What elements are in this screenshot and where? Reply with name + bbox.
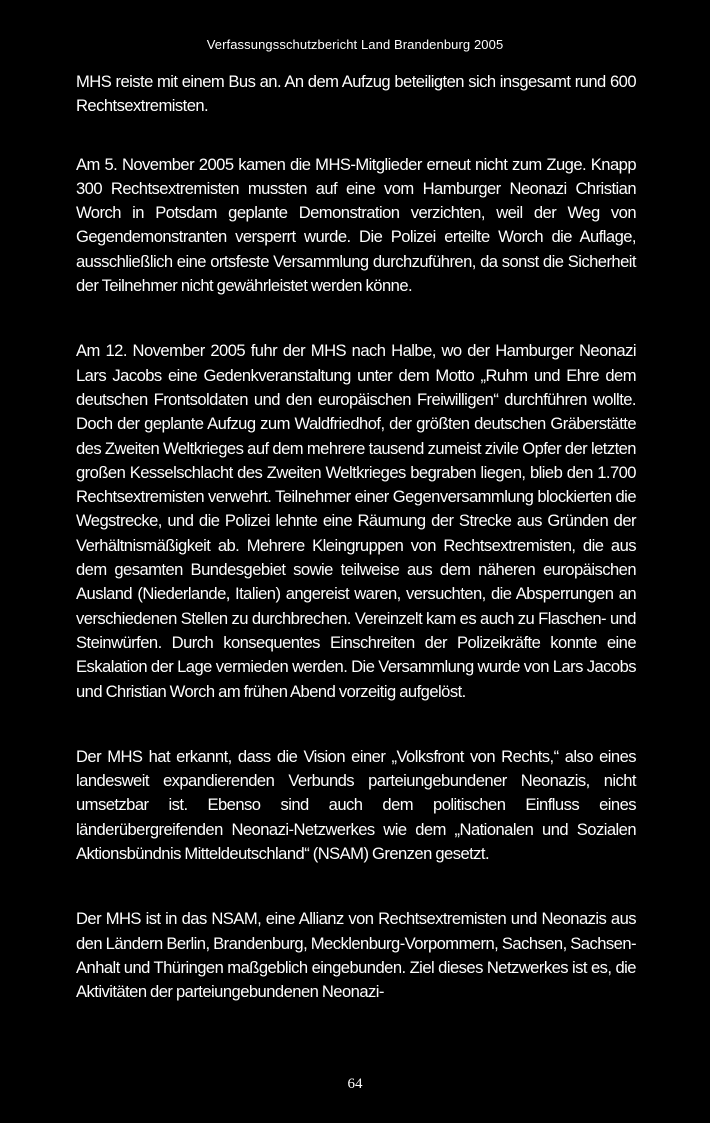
page-number: 64 [347, 1076, 363, 1092]
paragraph-nsam-network: Der MHS ist in das NSAM, eine Allianz von Rechtsextremisten und Neonazis aus den Ländern Berlin, Brandenburg, Mecklenburg-Vorpommern, Sachsen, Sachsen-Anhalt und Thüringen maßgeblich eingebunden. Ziel dieses Netzwerkes ist es, die Aktivitäten der parteiungebundenen Neonazi- [76, 909, 636, 1002]
paragraph-volksfront-vision: Der MHS hat erkannt, dass die Vision einer „Volksfront von Rechts,“ also eines landesweit expandierenden Verbunds parteiungebundener Neonazis, nicht umsetzbar ist. Ebenso sind auch dem politischen Einfluss eines länderübergreifenden Neonazi-Netzwerkes wie dem „Nationalen und Sozialen Aktionsbündnis Mitteldeutschland“ (NSAM) Grenzen gesetzt. [76, 746, 636, 864]
running-header: Verfassungsschutzbericht Land Brandenburg 2005 [206, 37, 504, 52]
paragraph-halbe-event: Am 12. November 2005 fuhr der MHS nach Halbe, wo der Hamburger Neonazi Lars Jacobs eine Gedenkveranstaltung unter dem Motto „Ruhm und Ehre dem deutschen Frontsoldaten und den europäischen Freiwilligen“ durchführen wollte. Doch der geplante Aufzug zum Waldfriedhof, der größten deutschen Gräberstätte des Zweiten Weltkrieges auf dem mehrere tausend zumeist zivile Opfer der letzten großen Kesselschlacht des Zweiten Weltkrieges begraben liegen, blieb den 1.700 Rechtsextremisten verwehrt. Teilnehmer einer Gegenversammlung blockierten die Wegstrecke, und die Polizei lehnte eine Räumung der Strecke aus Gründen der Verhältnismäßigkeit ab. Mehrere Kleingruppen von Rechtsextremisten, die aus dem gesamten Bundesgebiet sowie teilweise aus dem näheren europäischen Ausland (Niederlande, Italien) angereist waren, versuchten, die Absperrungen an verschiedenen Stellen zu durchbrechen. Vereinzelt kam es auch zu Flaschen- und Steinwürfen. Durch konsequentes Einschreiten der Polizeikräfte konnte eine Eskalation der Lage vermieden werden. Die Versammlung wurde von Lars Jacobs und Christian Worch am frühen Abend vorzeitig aufgelöst. [76, 341, 636, 701]
paragraph-potsdam-demonstration: Am 5. November 2005 kamen die MHS-Mitglieder erneut nicht zum Zuge. Knapp 300 Rechtsextremisten mussten auf eine vom Hamburger Neonazi Christian Worch in Potsdam geplante Demonstration verzichten, weil der Weg von Gegendemonstranten versperrt wurde. Die Polizei erteilte Worch die Auflage, ausschließlich eine ortsfeste Versammlung durchzuführen, da sonst die Sicherheit der Teilnehmer nicht gewährleistet werden könne. [76, 154, 636, 296]
body-text [76, 70, 636, 1005]
paragraph-bus-arrival: MHS reiste mit einem Bus an. An dem Aufzug beteiligten sich insgesamt rund 600 Rechtsextremisten. [76, 72, 636, 116]
